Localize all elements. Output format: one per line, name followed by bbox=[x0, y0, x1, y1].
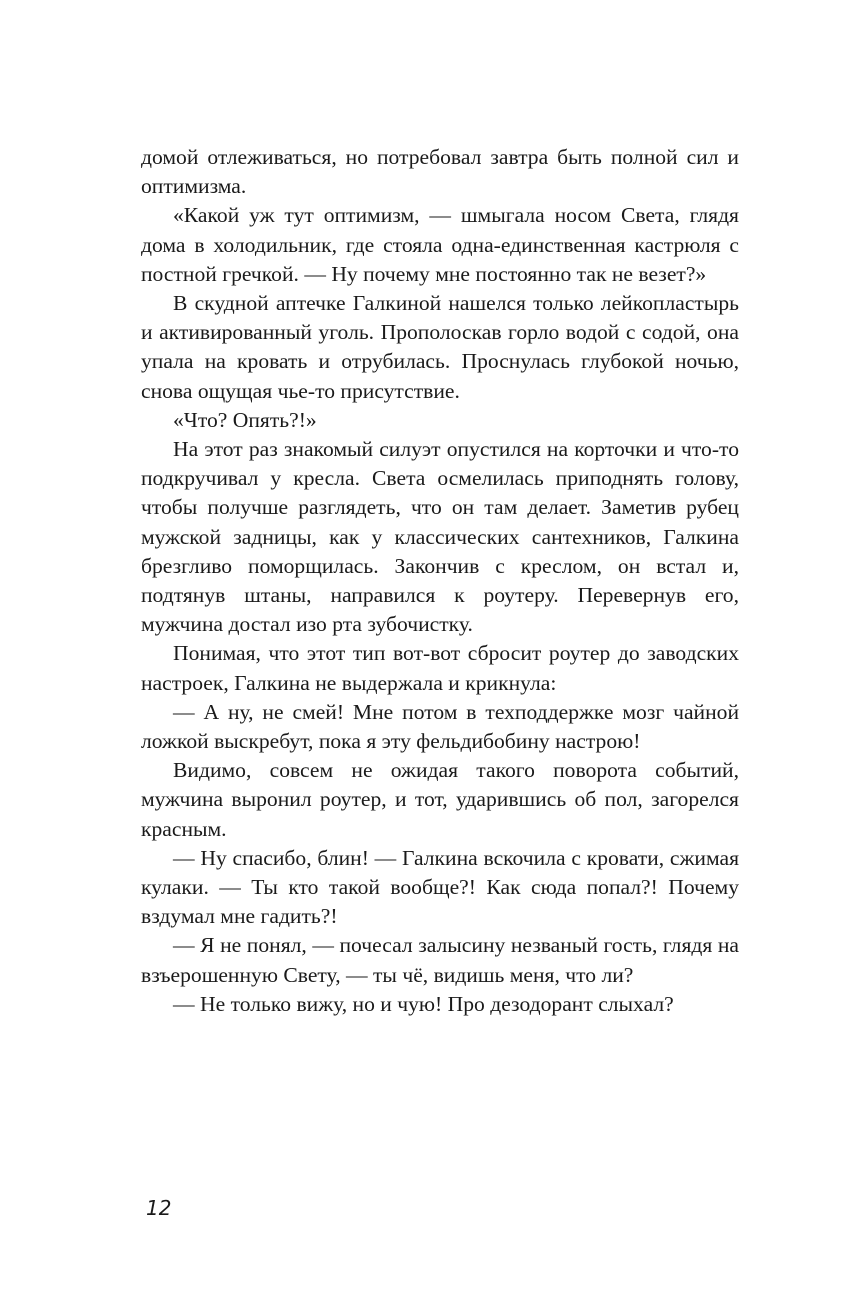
paragraph: «Какой уж тут оптимизм, — шмыгала носом Света, глядя дома в холодильник, где стояла одна-единственная кастрюля с постной гречкой. — Ну почему мне постоянно так не везет?» bbox=[141, 203, 739, 286]
paragraph-continuation: домой отлеживаться, но потребовал завтра быть полной сил и оптимизма. bbox=[141, 145, 739, 199]
page-number: 12 bbox=[146, 1196, 172, 1220]
paragraph: Понимая, что этот тип вот-вот сбросит роутер до заводских настроек, Галкина не выдержала и крикнула: bbox=[141, 641, 739, 695]
dialogue-line: — Я не понял, — почесал залысину незваный гость, глядя на взъерошенную Свету, — ты чё, видишь меня, что ли? bbox=[141, 933, 739, 987]
dialogue-line: — Ну спасибо, блин! — Галкина вскочила с кровати, сжимая кулаки. — Ты кто такой вообще?! Как сюда попал?! Почему вздумал мне гадить?! bbox=[141, 845, 739, 929]
body-text bbox=[141, 143, 739, 1019]
dialogue-line: — Не только вижу, но и чую! Про дезодорант слыхал? bbox=[173, 991, 674, 1016]
paragraph: «Что? Опять?!» bbox=[173, 407, 317, 432]
paragraph: Видимо, совсем не ожидая такого поворота событий, мужчина выронил роутер, и тот, ударившись об пол, загорелся красным. bbox=[141, 758, 739, 841]
paragraph: На этот раз знакомый силуэт опустился на корточки и что-то подкручивал у кресла. Света осмелилась приподнять голову, чтобы получше разглядеть, что он там делает. Заметив рубец мужской задницы, как у классических сантехников, Галкина брезгливо поморщилась. Закончив с креслом, он встал и, подтянув штаны, направился к роутеру. Перевернув его, мужчина достал изо рта зубочистку. bbox=[141, 437, 739, 637]
dialogue-line: — А ну, не смей! Мне потом в техподдержке мозг чайной ложкой выскребут, пока я эту фельдибобину настрою! bbox=[141, 699, 739, 754]
paragraph: В скудной аптечке Галкиной нашелся только лейкопластырь и активированный уголь. Прополоскав горло водой с содой, она упала на кровать и отрубилась. Проснулась глубокой ночью, снова ощущая чье-то присутствие. bbox=[141, 291, 739, 403]
